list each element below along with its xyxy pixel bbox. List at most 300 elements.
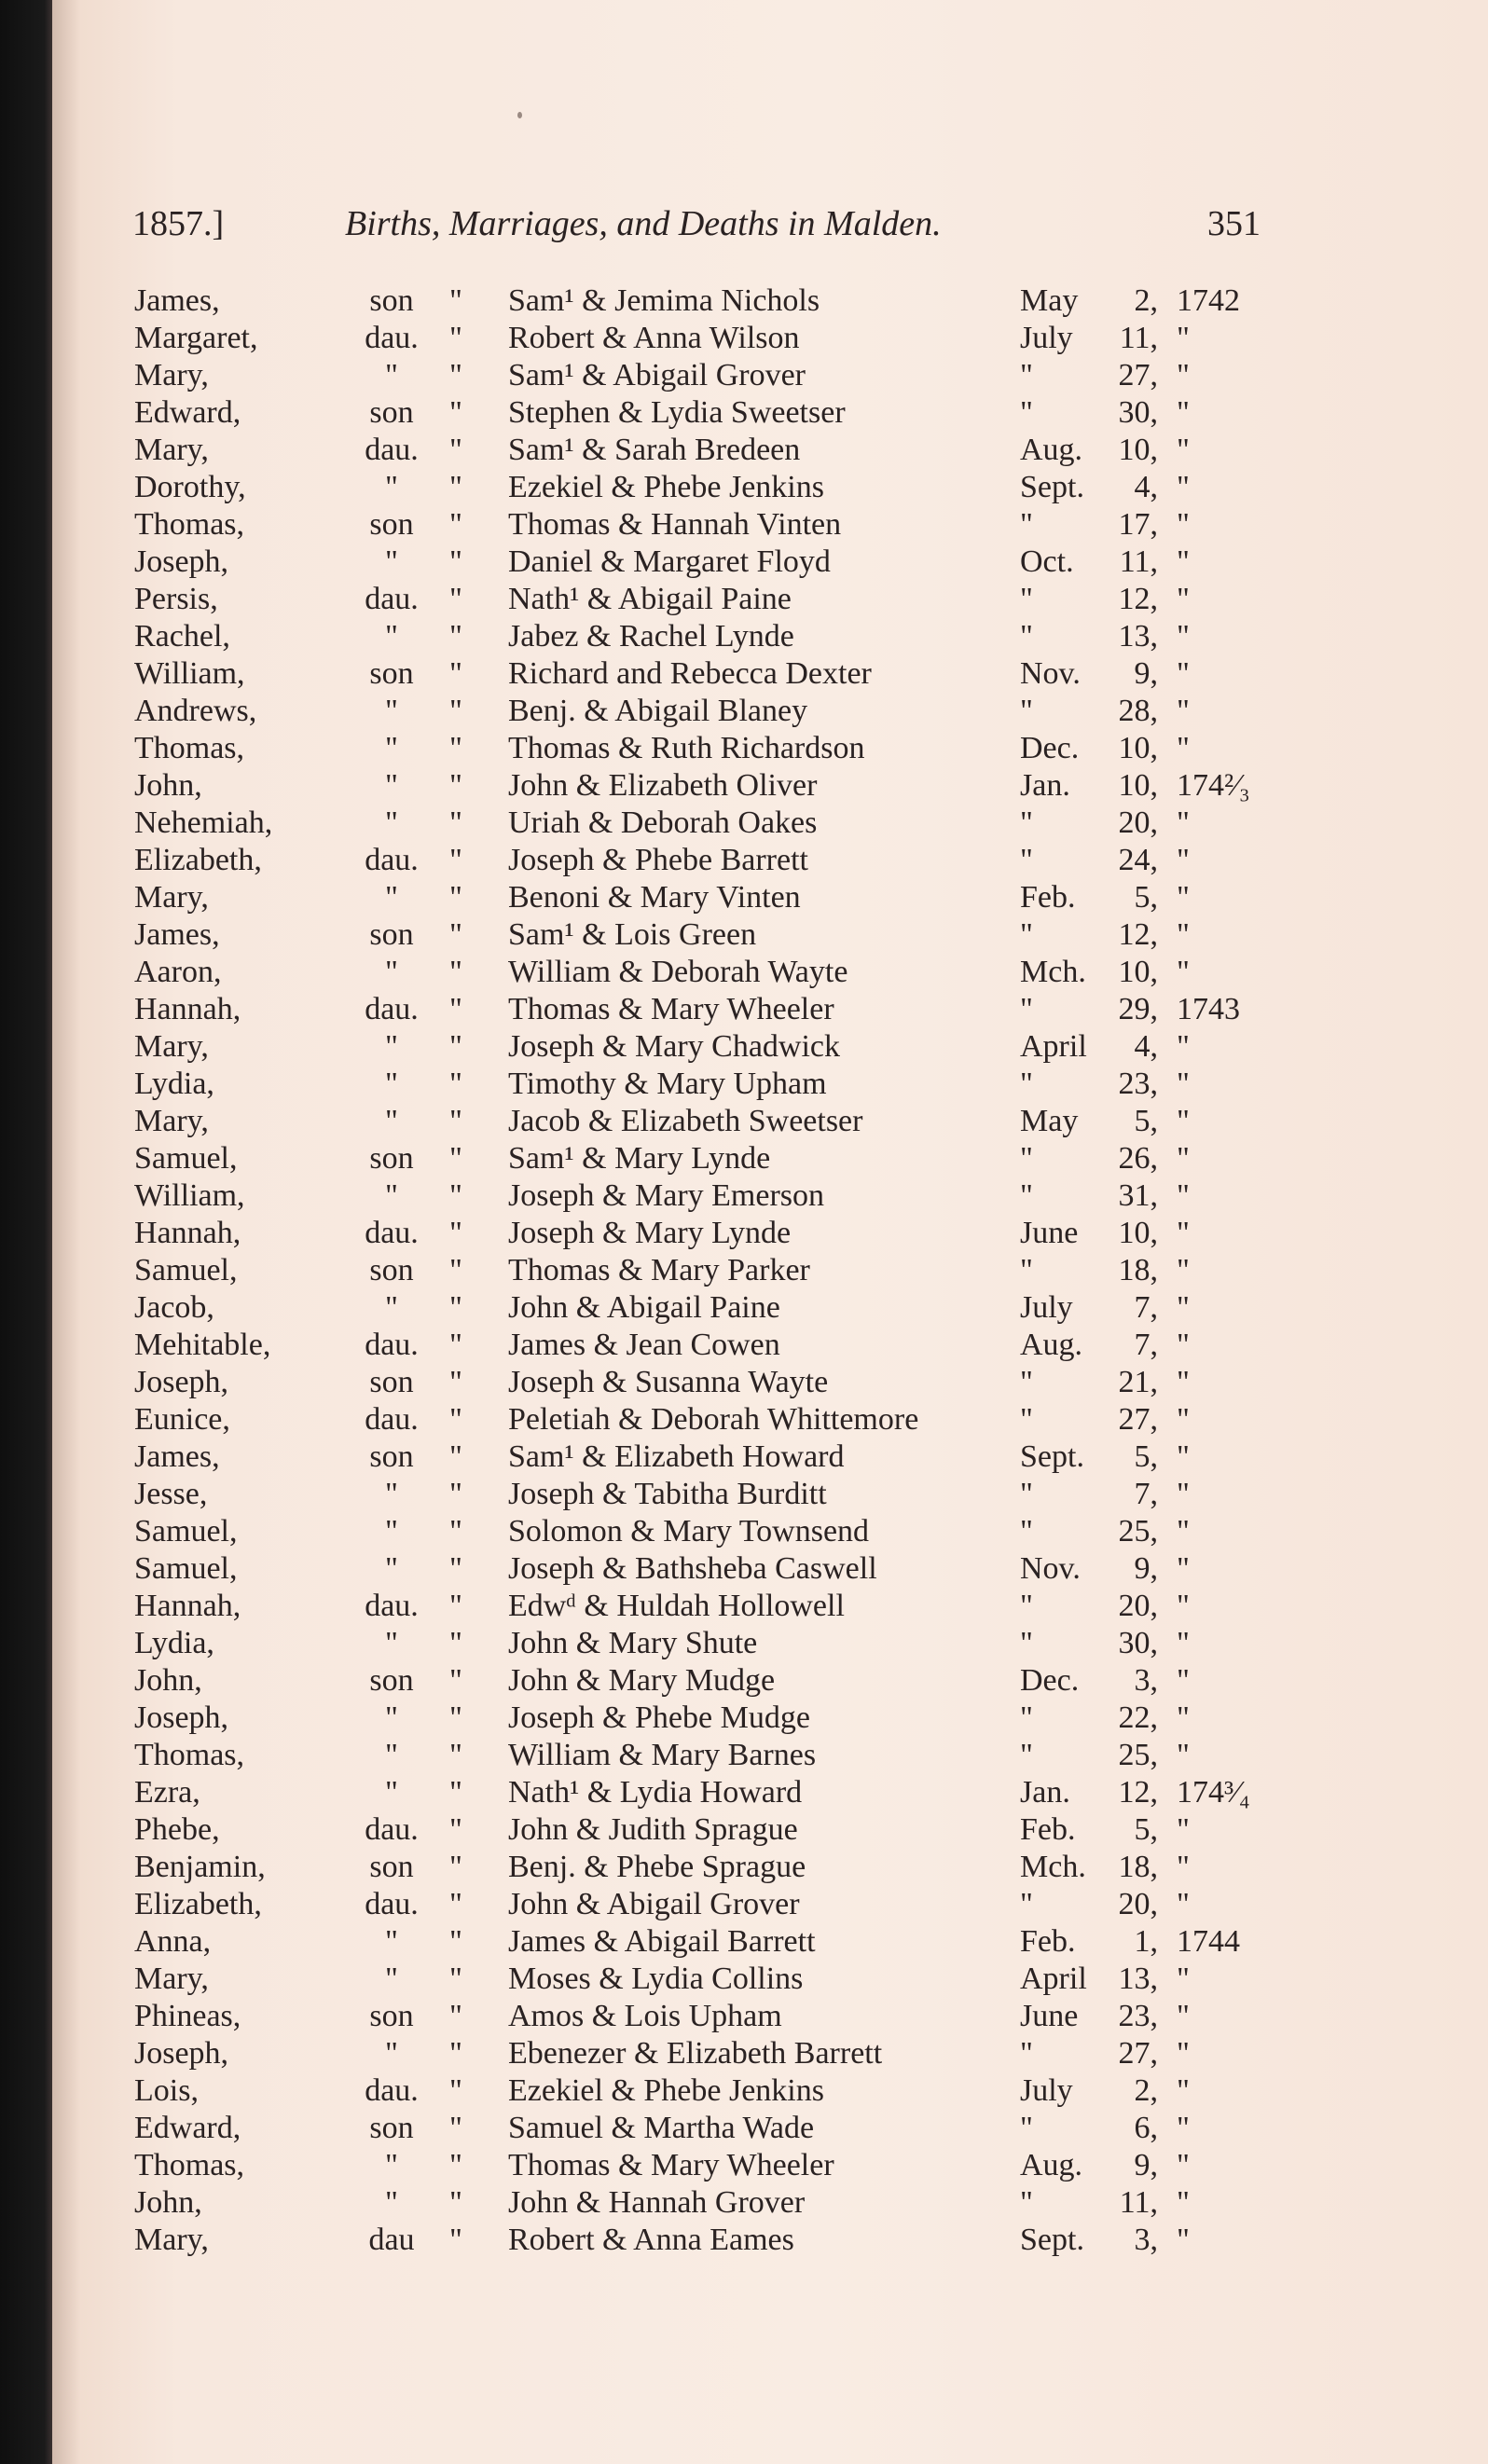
- record-relation: son: [369, 2111, 414, 2145]
- record-day: 6,: [1134, 2111, 1158, 2145]
- record-parents: John & Mary Mudge: [508, 1663, 776, 1698]
- record-day: 11,: [1119, 2185, 1158, 2220]
- record-month: ": [1020, 2111, 1033, 2145]
- record-month: ": [1020, 395, 1033, 430]
- record-month: ": [1020, 1067, 1033, 1101]
- record-year: ": [1177, 731, 1190, 765]
- record-year: ": [1177, 1141, 1190, 1176]
- record-month: ": [1020, 507, 1033, 542]
- record-relation: ": [385, 1626, 398, 1660]
- record-ditto-mark: ": [449, 731, 462, 765]
- record-relation: ": [385, 1290, 398, 1325]
- record-row: [0, 1550, 1488, 1588]
- record-row: [0, 1811, 1488, 1849]
- record-month: ": [1020, 1141, 1033, 1176]
- record-name: Nehemiah,: [134, 805, 273, 840]
- record-day: 11,: [1119, 544, 1158, 579]
- record-ditto-mark: ": [449, 1626, 462, 1660]
- record-month: ": [1020, 1589, 1033, 1623]
- record-month: July: [1020, 1290, 1073, 1325]
- record-name: Mary,: [134, 880, 209, 915]
- record-month: ": [1020, 1700, 1033, 1735]
- record-year: ": [1177, 955, 1190, 989]
- record-relation: ": [385, 694, 398, 728]
- record-day: 30,: [1118, 395, 1158, 430]
- record-ditto-mark: ": [449, 1551, 462, 1586]
- record-year: ": [1177, 1962, 1190, 1996]
- record-row: [0, 282, 1488, 320]
- record-day: 24,: [1118, 843, 1158, 877]
- record-row: [0, 2035, 1488, 2072]
- record-name: Dorothy,: [134, 470, 246, 504]
- record-relation: ": [385, 955, 398, 989]
- record-name: Lydia,: [134, 1067, 214, 1101]
- record-name: Joseph,: [134, 1700, 229, 1735]
- record-year: ": [1177, 656, 1190, 691]
- record-name: Ezra,: [134, 1775, 200, 1810]
- record-relation: son: [369, 1850, 414, 1884]
- record-parents: Ezekiel & Phebe Jenkins: [508, 2073, 824, 2108]
- record-month: May: [1020, 1104, 1079, 1138]
- record-month: ": [1020, 805, 1033, 840]
- record-day: 27,: [1118, 1402, 1158, 1437]
- record-month: Sept.: [1020, 470, 1084, 504]
- record-relation: dau.: [365, 433, 419, 467]
- record-month: Feb.: [1020, 1812, 1076, 1847]
- record-month: Feb.: [1020, 880, 1076, 915]
- record-month: Feb.: [1020, 1924, 1076, 1959]
- record-name: William,: [134, 656, 245, 691]
- record-name: Hannah,: [134, 992, 241, 1026]
- record-relation: ": [385, 1924, 398, 1959]
- record-ditto-mark: ": [449, 619, 462, 654]
- record-day: 12,: [1118, 1775, 1158, 1810]
- record-name: John,: [134, 768, 202, 803]
- record-day: 21,: [1118, 1365, 1158, 1399]
- record-name: Benjamin,: [134, 1850, 266, 1884]
- record-parents: William & Mary Barnes: [508, 1738, 817, 1772]
- record-ditto-mark: ": [449, 507, 462, 542]
- record-relation: dau.: [365, 1887, 419, 1921]
- record-relation: dau: [368, 2223, 415, 2257]
- record-row: [0, 730, 1488, 767]
- record-month: ": [1020, 358, 1033, 392]
- record-ditto-mark: ": [449, 1924, 462, 1959]
- record-name: Edward,: [134, 2111, 241, 2145]
- record-name: Joseph,: [134, 544, 229, 579]
- record-year: ": [1177, 2148, 1190, 2182]
- record-month: June: [1020, 1216, 1079, 1250]
- record-year: ": [1177, 1738, 1190, 1772]
- record-parents: John & Abigail Grover: [508, 1887, 800, 1921]
- record-ditto-mark: ": [449, 1141, 462, 1176]
- record-name: Thomas,: [134, 507, 245, 542]
- record-month: July: [1020, 2073, 1073, 2108]
- page-title: Births, Marriages, and Deaths in Malden.: [345, 204, 942, 243]
- record-day: 27,: [1118, 2036, 1158, 2071]
- record-name: Aaron,: [134, 955, 222, 989]
- record-year: ": [1177, 1589, 1190, 1623]
- record-name: Mary,: [134, 1104, 209, 1138]
- record-parents: Edwᵈ & Huldah Hollowell: [508, 1589, 845, 1623]
- record-month: ": [1020, 1626, 1033, 1660]
- record-parents: Nath¹ & Lydia Howard: [508, 1775, 803, 1810]
- record-ditto-mark: ": [449, 1887, 462, 1921]
- record-ditto-mark: ": [449, 1663, 462, 1698]
- record-relation: son: [369, 283, 414, 318]
- record-row: [0, 618, 1488, 655]
- record-name: Joseph,: [134, 2036, 229, 2071]
- record-relation: ": [385, 2036, 398, 2071]
- record-ditto-mark: ": [449, 955, 462, 989]
- record-day: 12,: [1118, 582, 1158, 616]
- record-year: ": [1177, 2111, 1190, 2145]
- record-year: ": [1177, 1551, 1190, 1586]
- record-name: Jacob,: [134, 1290, 214, 1325]
- record-parents: Uriah & Deborah Oakes: [508, 805, 818, 840]
- record-year: ": [1177, 433, 1190, 467]
- record-name: Lois,: [134, 2073, 199, 2108]
- record-row: [0, 357, 1488, 394]
- record-name: Joseph,: [134, 1365, 229, 1399]
- record-ditto-mark: ": [449, 544, 462, 579]
- record-parents: Thomas & Mary Parker: [508, 1253, 810, 1287]
- record-name: James,: [134, 283, 220, 318]
- record-year: 174³⁄₄: [1177, 1775, 1250, 1810]
- record-parents: John & Mary Shute: [508, 1626, 758, 1660]
- record-ditto-mark: ": [449, 843, 462, 877]
- record-month: Aug.: [1020, 2148, 1083, 2182]
- record-year: ": [1177, 805, 1190, 840]
- record-ditto-mark: ": [449, 395, 462, 430]
- record-parents: Nath¹ & Abigail Paine: [508, 582, 792, 616]
- record-day: 11,: [1119, 321, 1158, 355]
- record-name: Eunice,: [134, 1402, 230, 1437]
- record-parents: Robert & Anna Wilson: [508, 321, 800, 355]
- record-year: ": [1177, 1328, 1190, 1362]
- record-row: [0, 1289, 1488, 1327]
- record-year: 1742: [1177, 283, 1240, 318]
- record-name: Hannah,: [134, 1216, 241, 1250]
- record-day: 7,: [1134, 1328, 1158, 1362]
- record-row: [0, 2110, 1488, 2147]
- record-row: [0, 805, 1488, 842]
- record-relation: son: [369, 1663, 414, 1698]
- record-year: 1743: [1177, 992, 1240, 1026]
- record-relation: ": [385, 544, 398, 579]
- record-parents: Benj. & Phebe Sprague: [508, 1850, 806, 1884]
- record-name: John,: [134, 1663, 202, 1698]
- record-name: Anna,: [134, 1924, 212, 1959]
- record-year: ": [1177, 1887, 1190, 1921]
- record-parents: John & Abigail Paine: [508, 1290, 780, 1325]
- record-year: ": [1177, 917, 1190, 952]
- record-day: 9,: [1134, 656, 1158, 691]
- record-relation: ": [385, 1962, 398, 1996]
- record-row: [0, 506, 1488, 544]
- record-relation: ": [385, 2185, 398, 2220]
- record-month: ": [1020, 694, 1033, 728]
- record-relation: dau.: [365, 992, 419, 1026]
- record-day: 1,: [1134, 1924, 1158, 1959]
- record-ditto-mark: ": [449, 1365, 462, 1399]
- record-year: ": [1177, 2073, 1190, 2108]
- record-year: ": [1177, 1514, 1190, 1549]
- record-parents: Jacob & Elizabeth Sweetser: [508, 1104, 863, 1138]
- record-row: [0, 1774, 1488, 1811]
- record-month: ": [1020, 2185, 1033, 2220]
- record-row: [0, 954, 1488, 991]
- record-day: 22,: [1118, 1700, 1158, 1735]
- record-relation: ": [385, 470, 398, 504]
- record-day: 4,: [1134, 470, 1158, 504]
- record-name: Mary,: [134, 358, 209, 392]
- record-day: 29,: [1118, 992, 1158, 1026]
- record-parents: Samuel & Martha Wade: [508, 2111, 815, 2145]
- running-header: [132, 203, 1261, 259]
- record-name: Lydia,: [134, 1626, 214, 1660]
- record-parents: Peletiah & Deborah Whittemore: [508, 1402, 919, 1437]
- record-name: Mary,: [134, 1962, 209, 1996]
- record-row: [0, 655, 1488, 693]
- record-ditto-mark: ": [449, 582, 462, 616]
- record-relation: son: [369, 1253, 414, 1287]
- record-day: 10,: [1118, 433, 1158, 467]
- record-month: Dec.: [1020, 731, 1080, 765]
- record-parents: Timothy & Mary Upham: [508, 1067, 827, 1101]
- record-day: 13,: [1118, 619, 1158, 654]
- record-row: [0, 693, 1488, 730]
- record-name: Phineas,: [134, 1999, 241, 2033]
- record-parents: John & Elizabeth Oliver: [508, 768, 818, 803]
- record-name: Mary,: [134, 2223, 209, 2257]
- record-row: [0, 2147, 1488, 2184]
- record-ditto-mark: ": [449, 283, 462, 318]
- record-parents: Joseph & Mary Lynde: [508, 1216, 792, 1250]
- record-row: [0, 1886, 1488, 1923]
- record-parents: Thomas & Ruth Richardson: [508, 731, 865, 765]
- record-row: [0, 544, 1488, 581]
- record-name: Samuel,: [134, 1253, 238, 1287]
- record-parents: Stephen & Lydia Sweetser: [508, 395, 846, 430]
- record-year: ": [1177, 2223, 1190, 2257]
- record-year: ": [1177, 843, 1190, 877]
- record-month: ": [1020, 1738, 1033, 1772]
- record-month: Sept.: [1020, 1439, 1084, 1474]
- record-year: ": [1177, 880, 1190, 915]
- record-ditto-mark: ": [449, 656, 462, 691]
- record-parents: Benj. & Abigail Blaney: [508, 694, 808, 728]
- record-parents: James & Jean Cowen: [508, 1328, 780, 1362]
- record-row: [0, 1327, 1488, 1364]
- record-relation: ": [385, 1104, 398, 1138]
- record-month: ": [1020, 1477, 1033, 1511]
- record-row: [0, 1513, 1488, 1550]
- record-ditto-mark: ": [449, 1477, 462, 1511]
- record-month: May: [1020, 283, 1079, 318]
- record-ditto-mark: ": [449, 1402, 462, 1437]
- record-month: ": [1020, 1402, 1033, 1437]
- record-parents: John & Judith Sprague: [508, 1812, 798, 1847]
- record-month: ": [1020, 1178, 1033, 1213]
- record-relation: dau.: [365, 321, 419, 355]
- record-day: 5,: [1134, 1439, 1158, 1474]
- record-day: 13,: [1118, 1962, 1158, 1996]
- record-parents: James & Abigail Barrett: [508, 1924, 816, 1959]
- record-row: [0, 842, 1488, 879]
- record-name: Margaret,: [134, 321, 258, 355]
- record-day: 28,: [1118, 694, 1158, 728]
- record-ditto-mark: ": [449, 1775, 462, 1810]
- record-ditto-mark: ": [449, 1514, 462, 1549]
- record-day: 7,: [1134, 1290, 1158, 1325]
- record-parents: Joseph & Mary Emerson: [508, 1178, 825, 1213]
- record-name: Andrews,: [134, 694, 257, 728]
- record-relation: ": [385, 880, 398, 915]
- record-day: 20,: [1118, 1589, 1158, 1623]
- record-year: ": [1177, 1700, 1190, 1735]
- record-ditto-mark: ": [449, 917, 462, 952]
- record-name: Rachel,: [134, 619, 230, 654]
- record-name: Thomas,: [134, 731, 245, 765]
- record-relation: ": [385, 1514, 398, 1549]
- record-ditto-mark: ": [449, 880, 462, 915]
- record-day: 18,: [1118, 1850, 1158, 1884]
- record-row: [0, 916, 1488, 954]
- record-row: [0, 2184, 1488, 2222]
- record-relation: son: [369, 1999, 414, 2033]
- record-relation: dau.: [365, 582, 419, 616]
- record-row: [0, 394, 1488, 432]
- record-day: 5,: [1134, 880, 1158, 915]
- record-row: [0, 1401, 1488, 1438]
- record-day: 27,: [1118, 358, 1158, 392]
- record-row: [0, 991, 1488, 1028]
- record-day: 12,: [1118, 917, 1158, 952]
- record-month: Sept.: [1020, 2223, 1084, 2257]
- record-row: [0, 767, 1488, 805]
- record-day: 10,: [1118, 1216, 1158, 1250]
- record-year: ": [1177, 1402, 1190, 1437]
- record-row: [0, 1923, 1488, 1961]
- record-relation: ": [385, 1775, 398, 1810]
- record-name: Thomas,: [134, 1738, 245, 1772]
- record-month: ": [1020, 843, 1033, 877]
- record-name: Elizabeth,: [134, 843, 262, 877]
- record-year: ": [1177, 1178, 1190, 1213]
- record-relation: son: [369, 1439, 414, 1474]
- record-parents: Solomon & Mary Townsend: [508, 1514, 870, 1549]
- birth-records-list: [0, 282, 1488, 2259]
- record-name: Mehitable,: [134, 1328, 271, 1362]
- record-name: Mary,: [134, 433, 209, 467]
- record-row: [0, 1140, 1488, 1177]
- record-ditto-mark: ": [449, 1178, 462, 1213]
- record-ditto-mark: ": [449, 1738, 462, 1772]
- record-month: ": [1020, 1514, 1033, 1549]
- record-ditto-mark: ": [449, 2185, 462, 2220]
- record-ditto-mark: ": [449, 1328, 462, 1362]
- record-relation: son: [369, 1141, 414, 1176]
- record-month: Jan.: [1020, 1775, 1070, 1810]
- record-day: 30,: [1118, 1626, 1158, 1660]
- record-row: [0, 1438, 1488, 1476]
- record-name: Samuel,: [134, 1141, 238, 1176]
- record-relation: dau.: [365, 1589, 419, 1623]
- record-relation: ": [385, 619, 398, 654]
- record-name: Phebe,: [134, 1812, 220, 1847]
- record-parents: Ezekiel & Phebe Jenkins: [508, 470, 824, 504]
- record-row: [0, 1177, 1488, 1215]
- record-name: Edward,: [134, 395, 241, 430]
- record-name: William,: [134, 1178, 245, 1213]
- record-parents: Amos & Lois Upham: [508, 1999, 782, 2033]
- record-name: Elizabeth,: [134, 1887, 262, 1921]
- record-parents: Sam¹ & Abigail Grover: [508, 358, 806, 392]
- record-relation: ": [385, 2148, 398, 2182]
- record-row: [0, 1103, 1488, 1140]
- record-month: July: [1020, 321, 1073, 355]
- record-row: [0, 1588, 1488, 1625]
- record-name: James,: [134, 1439, 220, 1474]
- record-ditto-mark: ": [449, 1216, 462, 1250]
- record-day: 20,: [1118, 805, 1158, 840]
- record-relation: son: [369, 656, 414, 691]
- record-parents: John & Hannah Grover: [508, 2185, 806, 2220]
- record-ditto-mark: ": [449, 2223, 462, 2257]
- record-parents: Sam¹ & Lois Green: [508, 917, 757, 952]
- record-row: [0, 1252, 1488, 1289]
- record-month: ": [1020, 1887, 1033, 1921]
- record-ditto-mark: ": [449, 2111, 462, 2145]
- record-month: Nov.: [1020, 1551, 1081, 1586]
- record-relation: dau.: [365, 1402, 419, 1437]
- record-parents: Moses & Lydia Collins: [508, 1962, 804, 1996]
- record-row: [0, 1998, 1488, 2035]
- record-ditto-mark: ": [449, 694, 462, 728]
- record-parents: Thomas & Mary Wheeler: [508, 2148, 834, 2182]
- record-relation: son: [369, 507, 414, 542]
- record-name: John,: [134, 2185, 202, 2220]
- record-month: Nov.: [1020, 656, 1081, 691]
- record-year: ": [1177, 507, 1190, 542]
- record-year: ": [1177, 619, 1190, 654]
- record-row: [0, 1662, 1488, 1700]
- record-row: [0, 469, 1488, 506]
- record-relation: ": [385, 731, 398, 765]
- record-ditto-mark: ": [449, 1104, 462, 1138]
- record-ditto-mark: ": [449, 321, 462, 355]
- record-day: 5,: [1134, 1812, 1158, 1847]
- record-year: ": [1177, 1626, 1190, 1660]
- record-day: 25,: [1118, 1514, 1158, 1549]
- record-year: ": [1177, 1812, 1190, 1847]
- record-relation: dau.: [365, 1812, 419, 1847]
- record-parents: Benoni & Mary Vinten: [508, 880, 801, 915]
- paper-speck: [517, 112, 522, 118]
- record-relation: ": [385, 1477, 398, 1511]
- record-ditto-mark: ": [449, 805, 462, 840]
- record-month: ": [1020, 917, 1033, 952]
- record-day: 18,: [1118, 1253, 1158, 1287]
- record-month: April: [1020, 1962, 1087, 1996]
- record-name: Hannah,: [134, 1589, 241, 1623]
- record-ditto-mark: ": [449, 1812, 462, 1847]
- record-ditto-mark: ": [449, 2036, 462, 2071]
- record-day: 17,: [1118, 507, 1158, 542]
- record-row: [0, 1961, 1488, 1998]
- record-row: [0, 1625, 1488, 1662]
